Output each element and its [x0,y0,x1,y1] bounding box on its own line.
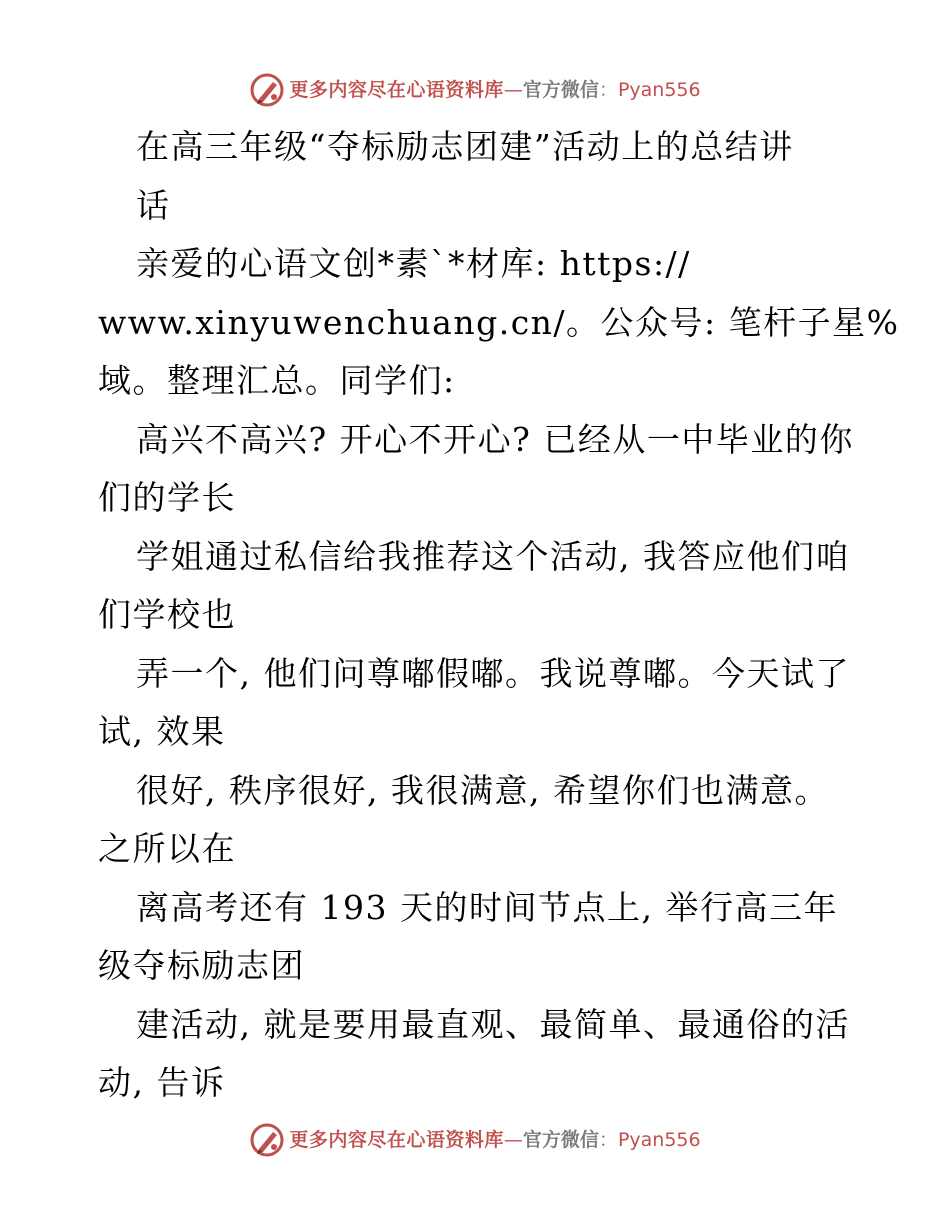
document-body [98,118,900,1113]
header-banner [0,72,950,108]
banner-main-text: 更多内容尽在心语资料库 [289,78,504,101]
text-line: 弄一个, 他们问尊嘟假嘟。我说尊嘟。今天试了 [136,653,850,693]
text-line: 之所以在 [98,829,236,868]
text-line: 建活动, 就是要用最直观、最简单、最通俗的活 [136,1004,850,1044]
banner-wechat-id: Pyan556 [617,78,701,101]
document-title-line-1: 在高三年级“夺标励志团建”活动上的总结讲 [136,127,794,166]
footer-banner-content [249,1122,700,1158]
banner-dash: — [503,1128,523,1151]
text-line: 亲爱的心语文创*素`*材库: https:// [136,244,691,283]
text-line: 动, 告诉 [98,1063,226,1102]
banner-dash: — [503,78,523,101]
banner-colon: ： [598,1128,618,1151]
text-line: 们学校也 [98,595,236,634]
pen-logo-icon [249,72,285,108]
text-line: 试, 效果 [98,712,226,751]
banner-colon: ： [598,78,618,101]
banner-official-label: 官方微信 [522,1128,599,1151]
text-line: 域。整理汇总。同学们: [98,361,456,400]
document-title-line-2: 话 [136,185,171,225]
banner-main-text: 更多内容尽在心语资料库 [289,1128,504,1151]
text-line: 学姐通过私信给我推荐这个活动, 我答应他们咱 [136,536,850,576]
text-line: 级夺标励志团 [98,946,305,985]
text-line: 们的学长 [98,478,236,517]
pen-logo-icon [249,1122,285,1158]
text-line: 离高考还有 193 天的时间节点上, 举行高三年 [136,887,838,927]
footer-banner [0,1122,950,1158]
text-line: www.xinyuwenchuang.cn/。公众号: 笔杆子星% [98,302,900,342]
banner-wechat-id: Pyan556 [617,1128,701,1151]
header-banner-content [249,72,700,108]
text-line: 高兴不高兴? 开心不开心? 已经从一中毕业的你 [136,419,854,459]
text-line: 很好, 秩序很好, 我很满意, 希望你们也满意。 [136,770,829,810]
banner-official-label: 官方微信 [522,78,599,101]
